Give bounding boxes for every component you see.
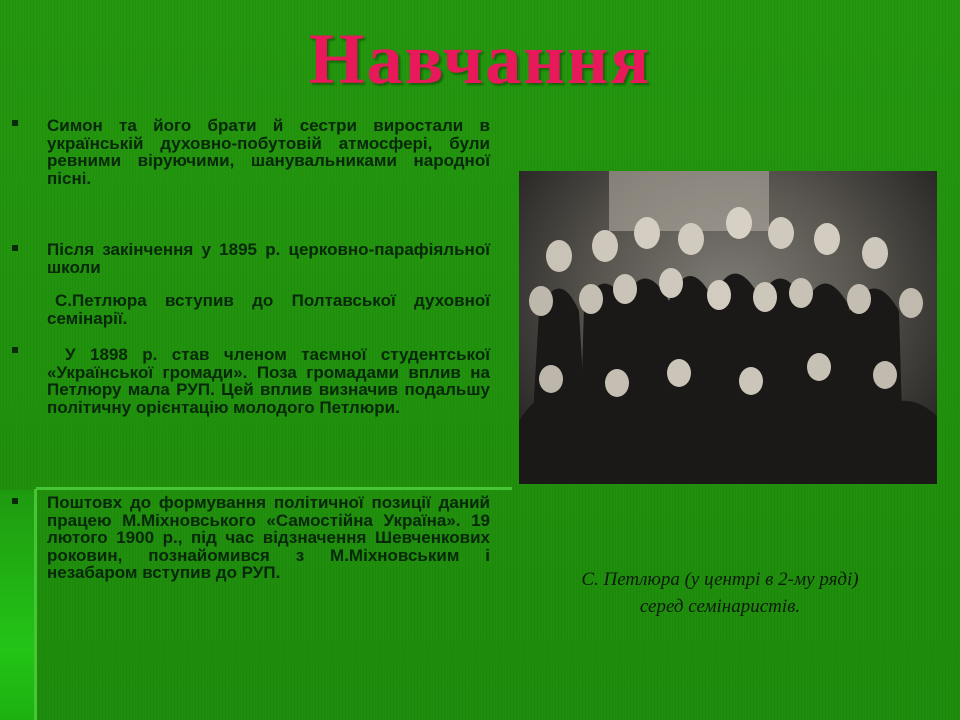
paragraph-1: Симон та його брати й сестри виростали в українській духовно-побутовій атмосфері, були ревними віруючими, шанувальниками народної пісні. [47,116,490,188]
left-accent-strip [0,490,36,720]
bullet-marker-icon [12,347,20,355]
bullet-marker-icon [12,120,20,128]
bullet-marker-icon [12,245,20,253]
photo-caption-line-2: серед семінаристів. [639,596,801,617]
group-photo-image [519,171,937,484]
paragraph-4: У 1898 р. став членом таємної студентської «Української громади». Поза громадами вплив на Петлюру мала РУП. Цей вплив визначив подальшу політичну орієнтацію молодого Петлюри. [47,345,490,417]
slide-title: Навчання [308,19,652,99]
divider-horizontal [36,487,512,490]
paragraph-2: Після закінчення у 1895 р. церковно-парафіяльної школи [47,240,490,277]
photo-caption-line-1: С. Петлюра (у центрі в 2-му ряді) [581,569,859,590]
paragraph-5: Поштовх до формування політичної позиції даний працею М.Міхновського «Самостійна Україна». 19 лютого 1900 р., під час відзначення Шевченкових роковин, познайомився з М.Міхновським і незабаром вступив до РУП. [47,493,490,582]
group-photo [519,171,937,484]
divider-vertical [34,489,37,720]
paragraph-3: С.Петлюра вступив до Полтавської духовної семінарії. [47,291,490,328]
photo-caption [505,566,935,620]
bullet-marker-icon [12,498,20,506]
